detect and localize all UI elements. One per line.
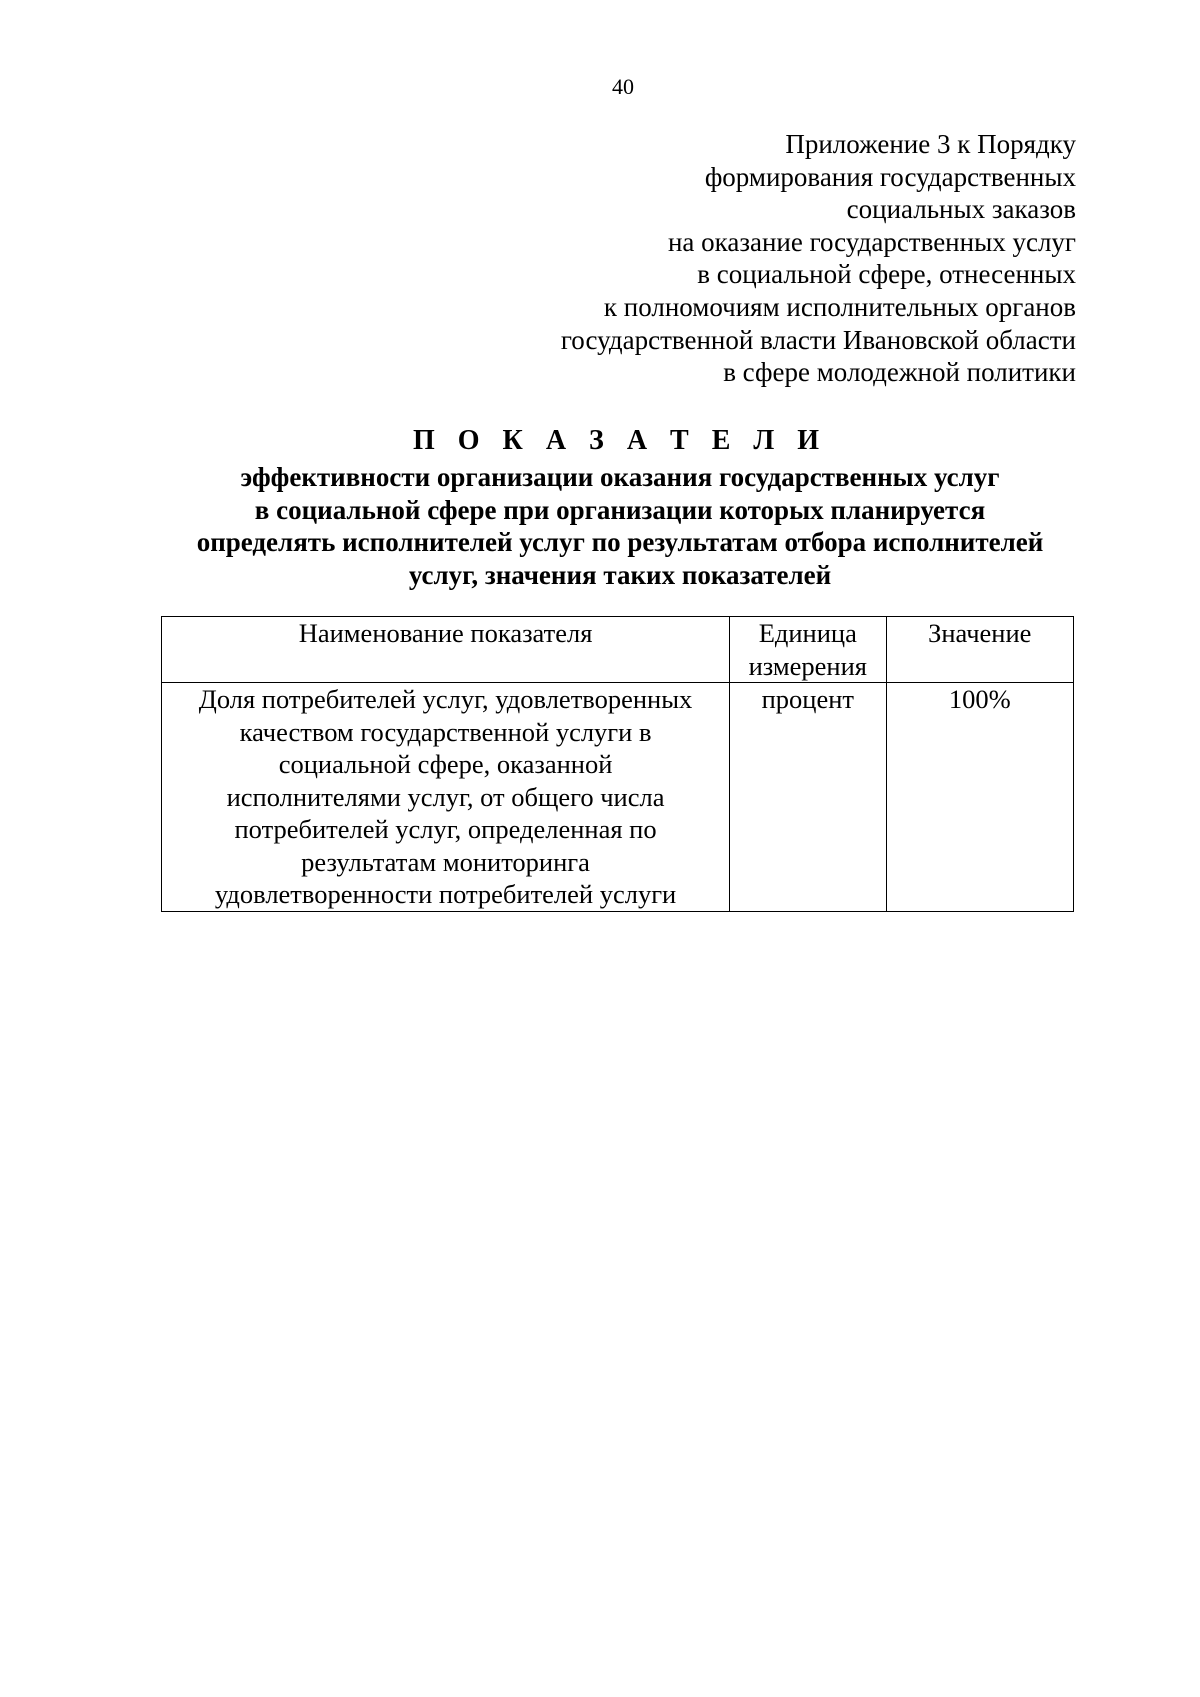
indicator-name-line: Доля потребителей услуг, удовлетворенных xyxy=(198,684,693,714)
indicator-name-line: качеством государственной услуги в xyxy=(239,716,652,747)
appendix-line: государственной власти Ивановской области xyxy=(560,324,1076,355)
header-unit-line: Единица xyxy=(758,618,857,648)
header-value: Значение xyxy=(886,617,1074,683)
appendix-line: Приложение 3 к Порядку xyxy=(785,129,1076,159)
indicator-name-line: потребителей услуг, определенная по xyxy=(234,814,657,844)
indicator-name-cell xyxy=(162,683,730,912)
appendix-line: социальных заказов xyxy=(846,194,1076,225)
indicator-name-line: удовлетворенности потребителей услуги xyxy=(214,879,677,909)
appendix-line: в сфере молодежной политики xyxy=(723,357,1076,388)
heading-subtitle-line: услуг, значения таких показателей xyxy=(408,559,832,590)
appendix-line: к полномочиям исполнительных органов xyxy=(603,291,1076,322)
indicator-unit-cell: процент xyxy=(730,683,886,912)
appendix-line: формирования государственных xyxy=(704,161,1076,192)
appendix-note xyxy=(376,128,1076,389)
indicator-value-cell: 100% xyxy=(886,683,1074,912)
heading-subtitle-line: определять исполнителей услуг по результатам отбора исполнителей xyxy=(196,527,1044,557)
indicators-table xyxy=(161,616,1074,912)
page-number: 40 xyxy=(612,74,634,99)
indicator-name-line: исполнителями услуг, от общего числа xyxy=(226,781,665,812)
appendix-line: в социальной сфере, отнесенных xyxy=(697,259,1076,290)
indicator-name-line: результатам мониторинга xyxy=(301,846,590,877)
heading-title: П О К А З А Т Е Л И xyxy=(412,425,828,456)
heading-subtitle xyxy=(120,461,1120,591)
heading-subtitle-line: эффективности организации оказания государственных услуг xyxy=(240,462,1000,492)
header-unit-line: измерения xyxy=(748,650,867,681)
indicator-name-line: социальной сфере, оказанной xyxy=(278,749,613,779)
header-unit xyxy=(730,617,886,683)
document-heading xyxy=(120,421,1120,591)
header-name: Наименование показателя xyxy=(162,617,730,683)
heading-subtitle-line: в социальной сфере при организации которых планируется xyxy=(254,494,986,525)
table-header-row xyxy=(162,617,1074,683)
appendix-line: на оказание государственных услуг xyxy=(667,226,1076,257)
table-row xyxy=(162,683,1074,912)
